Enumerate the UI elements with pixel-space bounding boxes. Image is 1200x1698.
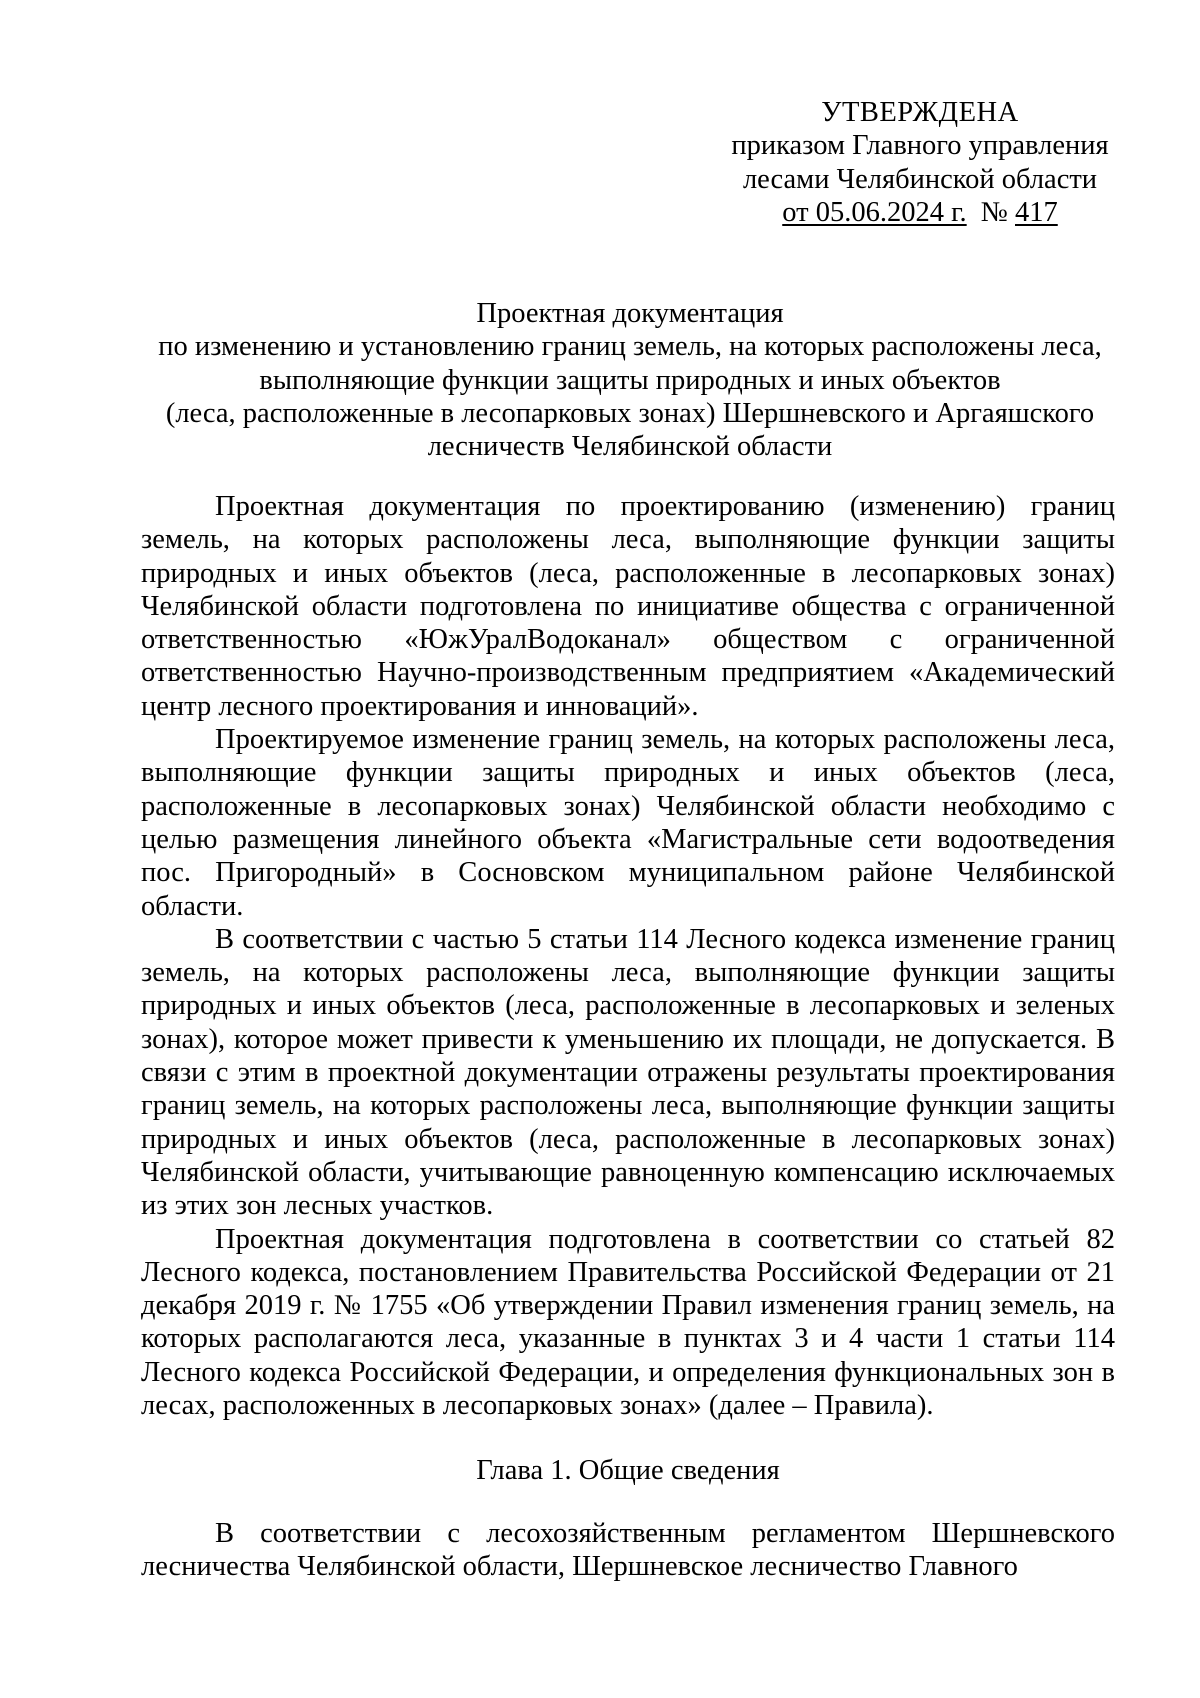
approval-stamp xyxy=(720,96,1120,229)
approval-date-line xyxy=(720,196,1120,229)
approval-date: от 05.06.2024 г. xyxy=(782,196,967,228)
paragraph-regulation: Проектная документация подготовлена в соответствии со статьей 82 Лесного кодекса, постановлением Правительства Российской Федерации от 21 декабря 2019 г. № 1755 «Об утверждении Правил изменения границ земель, на которых располагаются леса, указанные в пунктах 3 и 4 части 1 статьи 114 Лесного кодекса Российской Федерации, и определения функциональных зон в лесах, расположенных в лесопарковых зонах» (далее – Правила). xyxy=(141,1223,1115,1422)
paragraph-initiative: Проектная документация по проектированию (изменению) границ земель, на которых расположены леса, выполняющие функции защиты природных и иных объектов (леса, расположенные в лесопарковых зонах) Челябинской области подготовлена по инициативе общества с ограниченной ответственностью «ЮжУралВодоканал» обществом с ограниченной ответственностью Научно-производственным предприятием «Академический центр лесного проектирования и инноваций». xyxy=(141,491,1115,722)
paragraph-purpose: Проектируемое изменение границ земель, на которых расположены леса, выполняющие функции защиты природных и иных объектов (леса, расположенные в лесопарковых зонах) Челябинской области необходимо с целью размещения линейного объекта «Магистральные сети водоотведения пос. Пригородный» в Сосновском муниципальном районе Челябинской области. xyxy=(141,724,1115,922)
paragraph-legal-basis: В соответствии с частью 5 статьи 114 Лесного кодекса изменение границ земель, на которых расположены леса, выполняющие функции защиты природных и иных объектов (леса, расположенные в лесопарковых и зеленых зонах), которое может привести к уменьшению их площади, не допускается. В связи с этим в проектной документации отражены результаты проектирования границ земель, на которых расположены леса, выполняющие функции защиты природных и иных объектов (леса, расположенные в лесопарковых зонах) Челябинской области, учитывающие равноценную компенсацию исключаемых из этих зон лесных участков. xyxy=(141,923,1115,1222)
chapter-heading: Глава 1. Общие сведения xyxy=(476,1455,780,1487)
approval-authority-line-2: лесами Челябинской области xyxy=(742,163,1098,195)
paragraph-chapter-1: В соответствии с лесохозяйственным регламентом Шершневского лесничества Челябинской области, Шершневское лесничество Главного xyxy=(141,1517,1115,1582)
document-title-line-5: лесничеств Челябинской области xyxy=(427,431,833,463)
approval-number: 417 xyxy=(1015,196,1058,228)
document-body xyxy=(141,490,1115,1583)
approval-title: УТВЕРЖДЕНА xyxy=(821,97,1019,128)
document-title-line-4: (леса, расположенные в лесопарковых зонах) Шершневского и Аргаяшского xyxy=(165,397,1095,429)
document-title-line-3: выполняющие функции защиты природных и иных объектов xyxy=(259,364,1001,396)
document-title-line-2: по изменению и установлению границ земель, на которых расположены леса, xyxy=(158,331,1102,363)
approval-authority-line-1: приказом Главного управления xyxy=(731,130,1109,162)
approval-number-sign: № xyxy=(980,196,1008,228)
document-title xyxy=(140,297,1120,463)
document-title-line-1: Проектная документация xyxy=(476,298,784,329)
